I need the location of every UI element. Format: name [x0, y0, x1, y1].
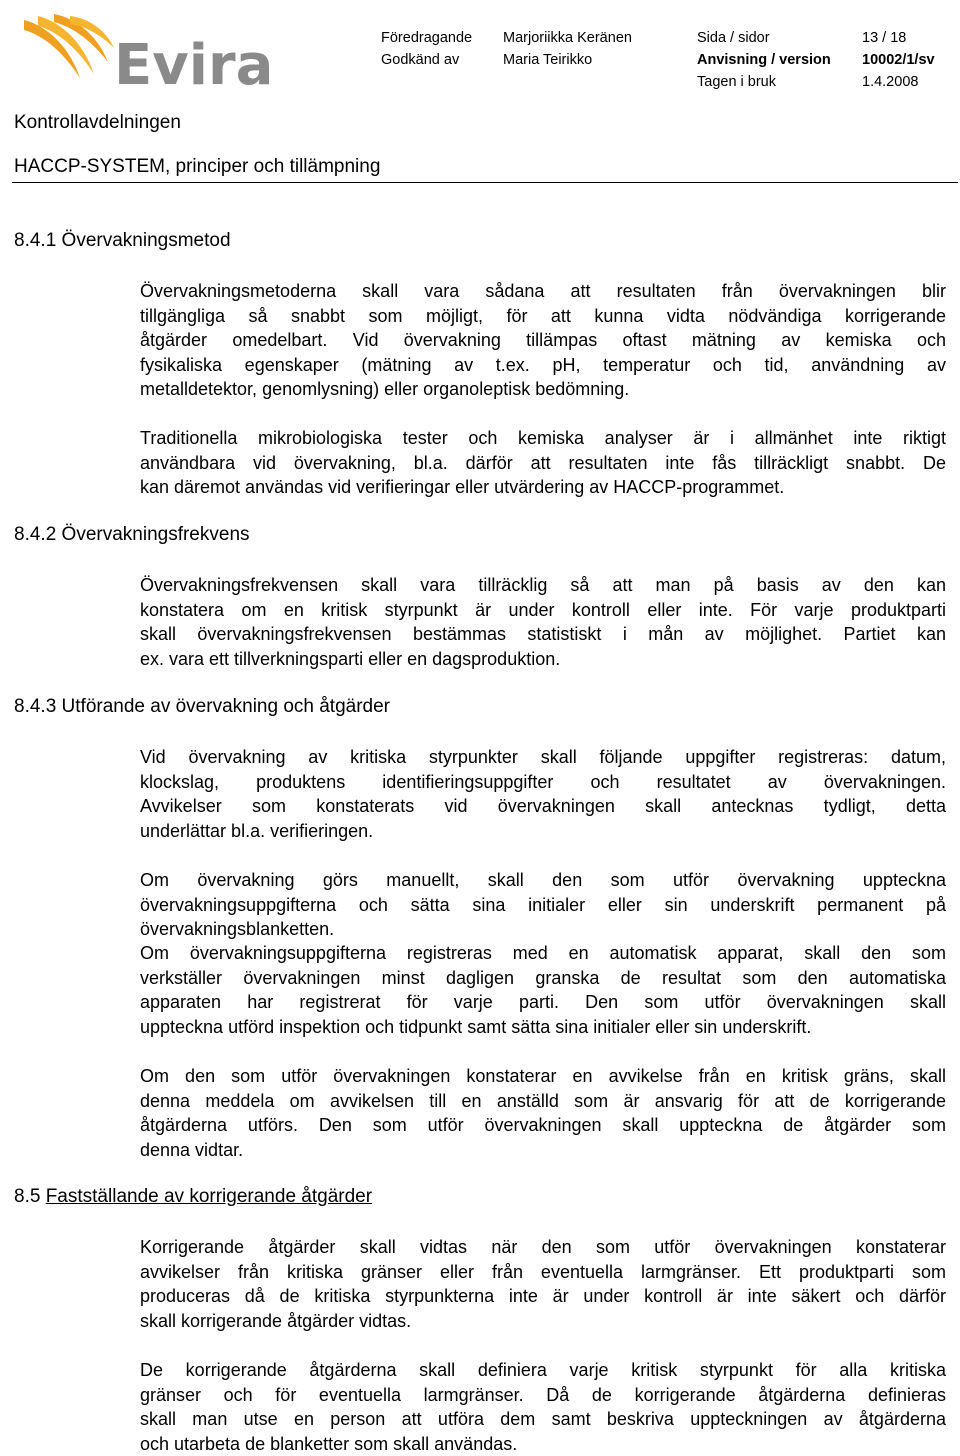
- line: åtgärderna utförs. Den som utför övervakningen skall uppteckna de åtgärder som: [140, 1113, 946, 1138]
- line: Korrigerande åtgärder skall vidtas när den som utför övervakningen konstaterar: [140, 1235, 946, 1260]
- line: Övervakningsfrekvensen skall vara tillräcklig så att man på basis av den kan: [140, 573, 946, 598]
- line: Övervakningsmetoderna skall vara sådana att resultaten från övervakningen blir: [140, 279, 946, 304]
- line: avvikelser från kritiska gränser eller från eventuella larmgränser. Ett produktparti som: [140, 1260, 946, 1285]
- paragraph-8-4-2: [140, 573, 946, 671]
- line: apparaten har registrerat för varje parti. Den som utför övervakningen skall: [140, 990, 946, 1015]
- line: Om övervakningsuppgifterna registreras med en automatisk apparat, skall den som: [140, 941, 946, 966]
- paragraph-8-4-1-a: [140, 279, 946, 402]
- line: användbara vid övervakning, bl.a. därför att resultaten inte fås tillräckligt snabbt. De: [140, 451, 946, 476]
- heading-8-5: [14, 1186, 372, 1208]
- paragraph-8-4-3-c: [140, 941, 946, 1039]
- line: skall korrigerande åtgärder vidtas.: [140, 1309, 946, 1334]
- line: övervakningsuppgifterna och sätta sina initialer eller sin underskrift permanent på: [140, 893, 946, 918]
- line: underlättar bl.a. verifieringen.: [140, 819, 946, 844]
- header-date-label: Tagen i bruk: [697, 74, 776, 91]
- header-date-value: 1.4.2008: [862, 74, 918, 91]
- line: denna vidtar.: [140, 1138, 946, 1163]
- heading-8-5-number: 8.5: [14, 1186, 46, 1207]
- line: skall övervakningsfrekvensen bestämmas statistiskt i mån av möjlighet. Partiet kan: [140, 622, 946, 647]
- line: Traditionella mikrobiologiska tester och kemiska analyser är i allmänhet inte riktigt: [140, 426, 946, 451]
- line: fysikaliska egenskaper (mätning av t.ex. pH, temperatur och tid, användning av: [140, 353, 946, 378]
- evira-logo: [18, 12, 278, 90]
- header-label-presenter: Föredragande: [381, 30, 472, 47]
- heading-8-4-1: 8.4.1 Övervakningsmetod: [14, 230, 231, 252]
- paragraph-8-4-3-d: [140, 1064, 946, 1162]
- header-label-approved: Godkänd av: [381, 52, 459, 69]
- line: kan däremot användas vid verifieringar eller utvärdering av HACCP-programmet.: [140, 475, 946, 500]
- header-approver-name: Maria Teirikko: [503, 52, 592, 69]
- line: verkställer övervakningen minst dagligen granska de resultat som den automatiska: [140, 966, 946, 991]
- department: Kontrollavdelningen: [14, 112, 181, 134]
- line: produceras då de kritiska styrpunkterna inte är under kontroll är inte säkert och därför: [140, 1284, 946, 1309]
- header-divider: [12, 182, 958, 183]
- line: konstatera om en kritisk styrpunkt är under kontroll eller inte. För varje produktparti: [140, 598, 946, 623]
- logo-text: Evira: [114, 33, 273, 90]
- header-presenter-name: Marjoriikka Keränen: [503, 30, 632, 47]
- line: Vid övervakning av kritiska styrpunkter skall följande uppgifter registreras: datum,: [140, 745, 946, 770]
- line: klockslag, produktens identifieringsuppgifter och resultatet av övervakningen.: [140, 770, 946, 795]
- header-page-value: 13 / 18: [862, 30, 906, 47]
- line: uppteckna utförd inspektion och tidpunkt samt sätta sina initialer eller sin underskrift.: [140, 1015, 946, 1040]
- line: gränser och för eventuella larmgränser. Då de korrigerande åtgärderna definieras: [140, 1383, 946, 1408]
- paragraph-8-4-3-b: [140, 868, 946, 942]
- doc-title: HACCP-SYSTEM, principer och tillämpning: [14, 156, 380, 178]
- line: övervakningsblanketten.: [140, 917, 946, 942]
- line: ex. vara ett tillverkningsparti eller en dagsproduktion.: [140, 647, 946, 672]
- header-page-label: Sida / sidor: [697, 30, 770, 47]
- evira-logo-graphic: [18, 12, 278, 90]
- line: metalldetektor, genomlysning) eller organoleptisk bedömning.: [140, 377, 946, 402]
- line: denna meddela om avvikelsen till en anställd som är ansvarig för att de korrigerande: [140, 1089, 946, 1114]
- line: De korrigerande åtgärderna skall definiera varje kritisk styrpunkt för alla kritiska: [140, 1358, 946, 1383]
- header-doc-label: Anvisning / version: [697, 52, 831, 69]
- paragraph-8-4-1-b: [140, 426, 946, 500]
- line: och utarbeta de blanketter som skall användas.: [140, 1432, 946, 1456]
- line: Avvikelser som konstaterats vid övervakningen skall antecknas tydligt, detta: [140, 794, 946, 819]
- line: åtgärder omedelbart. Vid övervakning tillämpas oftast mätning av kemiska och: [140, 328, 946, 353]
- heading-8-5-title: Fastställande av korrigerande åtgärder: [46, 1186, 372, 1207]
- line: Om den som utför övervakningen konstaterar en avvikelse från en kritisk gräns, skall: [140, 1064, 946, 1089]
- line: Om övervakning görs manuellt, skall den som utför övervakning uppteckna: [140, 868, 946, 893]
- heading-8-4-2: 8.4.2 Övervakningsfrekvens: [14, 524, 250, 546]
- line: tillgängliga så snabbt som möjligt, för att kunna vidta nödvändiga korrigerande: [140, 304, 946, 329]
- heading-8-4-3: 8.4.3 Utförande av övervakning och åtgärder: [14, 696, 390, 718]
- line: skall man utse en person att utföra dem samt beskriva uppteckningen av åtgärderna: [140, 1407, 946, 1432]
- paragraph-8-5-a: [140, 1235, 946, 1333]
- paragraph-8-5-b: [140, 1358, 946, 1456]
- paragraph-8-4-3-a: [140, 745, 946, 843]
- header-doc-value: 10002/1/sv: [862, 52, 935, 69]
